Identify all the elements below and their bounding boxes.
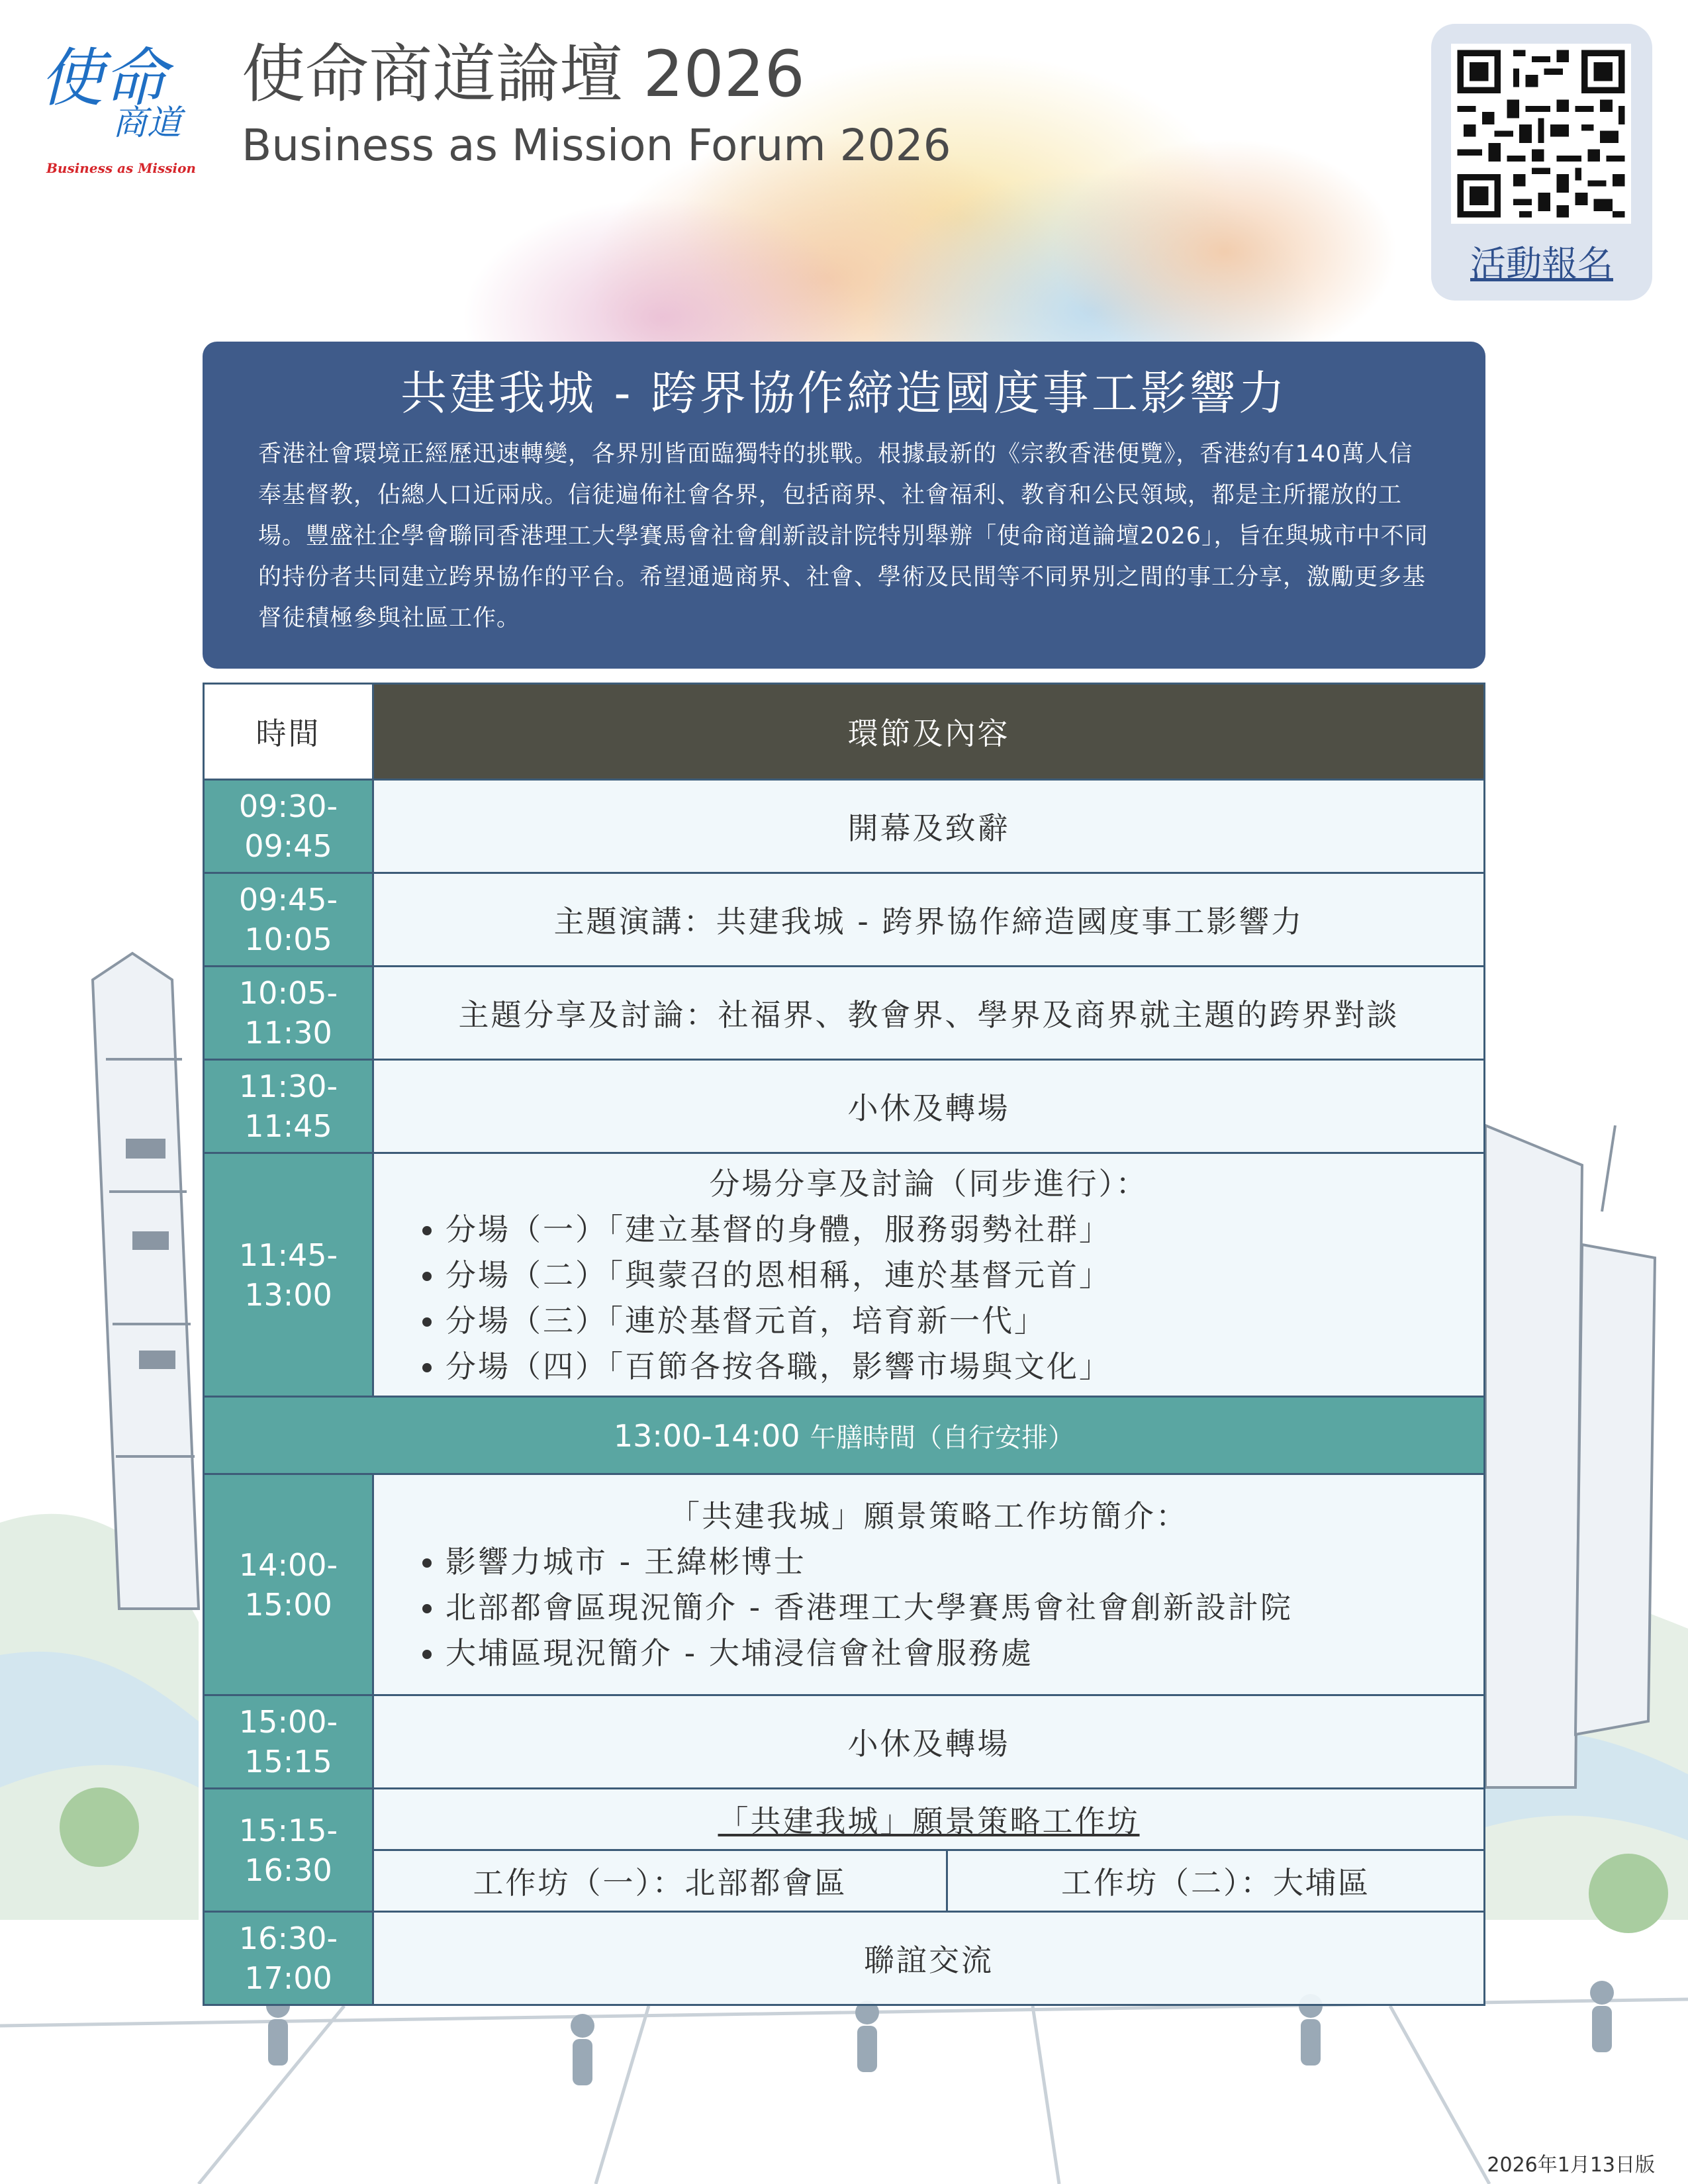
workshop-title: 「共建我城」願景策略工作坊 (374, 1789, 1483, 1851)
table-row-breakout (204, 1153, 1485, 1397)
logo-chinese-side: 商道 (113, 103, 182, 143)
lunch-label: 午膳時間（自行安排） (810, 1422, 1075, 1453)
schedule-table (203, 683, 1485, 2006)
breakout-cell (373, 1153, 1485, 1397)
registration-box[interactable] (1431, 24, 1652, 301)
lunch-time: 13:00-14:00 (613, 1417, 800, 1454)
logo-chinese-main: 使命 (40, 41, 167, 115)
workshop-two: 工作坊（二）：大埔區 (1061, 1865, 1370, 1901)
time-cell: 15:00- 15:15 (204, 1695, 373, 1789)
session-cell: 聯誼交流 (373, 1912, 1485, 2005)
table-row-workshop-intro (204, 1474, 1485, 1695)
workshop-one: 工作坊（一）：北部都會區 (374, 1851, 948, 1911)
qr-code-icon[interactable] (1451, 44, 1631, 224)
time-cell: 16:30- 17:00 (204, 1912, 373, 2005)
time-cell: 15:15- 16:30 (204, 1789, 373, 1912)
list-item: • 大埔區現況簡介 - 大埔浸信會社會服務處 (445, 1631, 1483, 1676)
workshop-split (374, 1851, 1483, 1911)
lunch-cell (204, 1397, 1485, 1474)
list-item: • 分場（二）「與蒙召的恩相稱，連於基督元首」 (445, 1253, 1483, 1298)
table-row (204, 1695, 1485, 1789)
workshop-cell (373, 1789, 1485, 1912)
logo-english: Business as Mission (46, 160, 196, 176)
list-item: • 影響力城市 - 王緯彬博士 (445, 1539, 1483, 1585)
time-cell: 09:30- 09:45 (204, 780, 373, 873)
breakout-list (374, 1207, 1483, 1390)
header-content: 環節及內容 (373, 684, 1485, 780)
version-date: 2026年1月13日版 (1487, 2154, 1655, 2177)
time-cell: 11:30- 11:45 (204, 1060, 373, 1153)
table-row (204, 873, 1485, 967)
theme-title: 共建我城 - 跨界協作締造國度事工影響力 (400, 366, 1288, 420)
register-link[interactable]: 活動報名 (1470, 243, 1613, 285)
time-cell: 10:05- 11:30 (204, 967, 373, 1060)
time-cell: 09:45- 10:05 (204, 873, 373, 967)
table-header-row (204, 684, 1485, 780)
table-row (204, 1060, 1485, 1153)
time-cell: 11:45- 13:00 (204, 1153, 373, 1397)
page-title-chinese: 使命商道論壇 2026 (242, 37, 805, 111)
intro-panel (203, 342, 1485, 669)
header-time: 時間 (204, 684, 373, 780)
session-cell: 開幕及致辭 (373, 780, 1485, 873)
workshop-intro-cell (373, 1474, 1485, 1695)
page-title-english: Business as Mission Forum 2026 (242, 120, 951, 171)
table-row-workshop (204, 1789, 1485, 1912)
time-cell: 14:00- 15:00 (204, 1474, 373, 1695)
logo (40, 41, 205, 185)
list-item: • 北部都會區現況簡介 - 香港理工大學賽馬會社會創新設計院 (445, 1585, 1483, 1631)
session-cell: 主題分享及討論：社福界、教會界、學界及商界就主題的跨界對談 (373, 967, 1485, 1060)
workshop-intro-heading: 「共建我城」願景策略工作坊簡介： (669, 1498, 1188, 1534)
table-row (204, 1912, 1485, 2005)
list-item: • 分場（三）「連於基督元首，培育新一代」 (445, 1298, 1483, 1344)
breakout-heading: 分場分享及討論（同步進行）： (709, 1165, 1149, 1202)
list-item: • 分場（四）「百節各按各職，影響市場與文化」 (445, 1344, 1483, 1390)
session-cell: 小休及轉場 (373, 1695, 1485, 1789)
session-cell: 小休及轉場 (373, 1060, 1485, 1153)
session-cell: 主題演講：共建我城 - 跨界協作締造國度事工影響力 (373, 873, 1485, 967)
list-item: • 分場（一）「建立基督的身體，服務弱勢社群」 (445, 1207, 1483, 1253)
table-row-lunch (204, 1397, 1485, 1474)
intro-paragraph: 香港社會環境正經歷迅速轉變，各界別皆面臨獨特的挑戰。根據最新的《宗教香港便覽》，香港約有140萬人信奉基督教，佔總人口近兩成。信徒遍佈社會各界，包括商界、社會福利、教育和公民領域，都是主所擺放的工場。豐盛社企學會聯同香港理工大學賽馬會社會創新設計院特別舉辦「使命商道論壇2026」，旨在與城市中不同的持份者共同建立跨界協作的平台。希望通過商界、社會、學術及民間等不同界別之間的事工分享，激勵更多基督徒積極參與社區工作。 (258, 441, 1429, 632)
workshop-intro-list (374, 1539, 1483, 1676)
table-row (204, 780, 1485, 873)
table-row (204, 967, 1485, 1060)
